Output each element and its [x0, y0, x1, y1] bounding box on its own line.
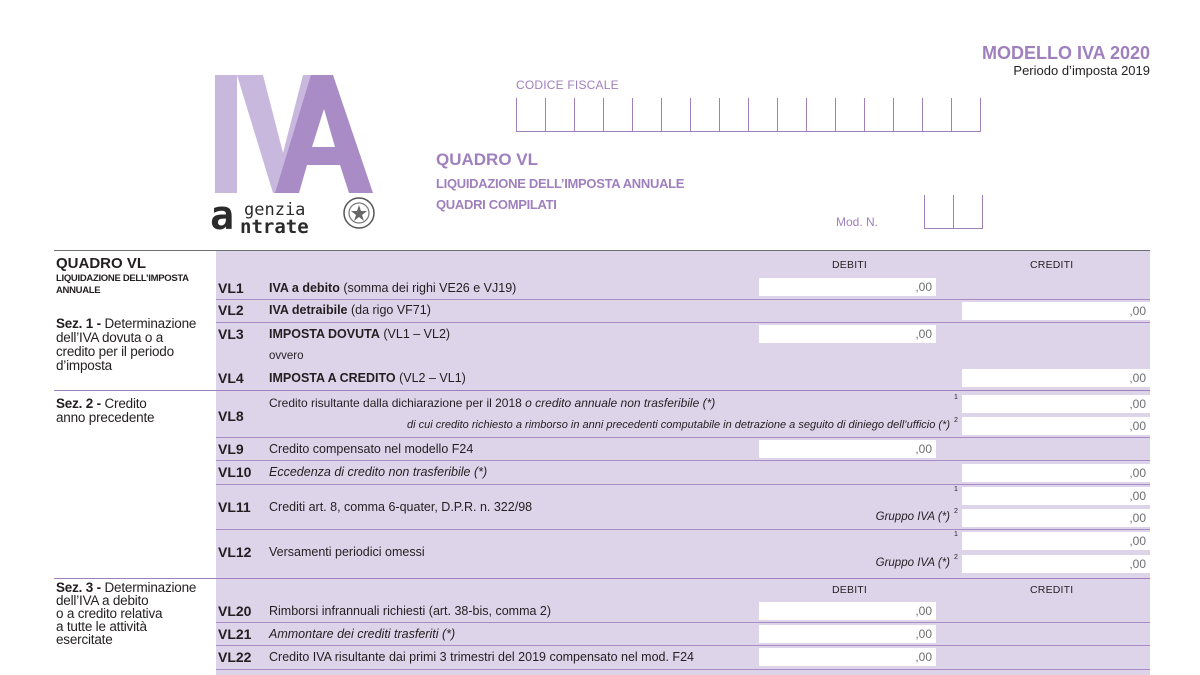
codice-fiscale-char-box[interactable]: [604, 98, 633, 132]
quadro-vl-form: [54, 250, 1150, 675]
row-desc-vl4: IMPOSTA A CREDITO (VL2 – VL1): [269, 371, 466, 385]
codice-fiscale-char-box[interactable]: [749, 98, 778, 132]
codice-fiscale-label: CODICE FISCALE: [516, 78, 619, 92]
vl11-crediti-field-1[interactable]: ,00: [962, 487, 1150, 505]
row-code-vl10: VL10: [218, 464, 252, 480]
vl21-debiti-field[interactable]: ,00: [759, 625, 936, 643]
codice-fiscale-char-box[interactable]: [894, 98, 923, 132]
codice-fiscale-char-box[interactable]: [807, 98, 836, 132]
codice-fiscale-char-box[interactable]: [836, 98, 865, 132]
sez1-label-line: dell’IVA dovuta o a: [56, 330, 164, 345]
codice-fiscale-char-box[interactable]: [633, 98, 662, 132]
row-code-vl12: VL12: [218, 544, 252, 560]
gruppo-iva-label: Gruppo IVA (*): [875, 511, 950, 523]
field-index: 2: [954, 508, 958, 515]
ovvero-label: ovvero: [269, 350, 304, 362]
codice-fiscale-char-box[interactable]: [517, 98, 546, 132]
section-2: [54, 391, 1150, 578]
quadri-compilati-label: QUADRI COMPILATI: [436, 197, 557, 212]
row-code-vl4: VL4: [218, 370, 244, 386]
republic-seal-icon: [342, 196, 376, 230]
row-code-vl20: VL20: [218, 603, 252, 619]
periodo-imposta: Periodo d’imposta 2019: [1013, 63, 1150, 78]
row-code-vl21: VL21: [218, 626, 252, 642]
codice-fiscale-char-box[interactable]: [952, 98, 981, 132]
codice-fiscale-char-box[interactable]: [691, 98, 720, 132]
sez2-label-line: anno precedente: [56, 410, 155, 425]
vl11-crediti-field-2[interactable]: ,00: [962, 509, 1150, 527]
agenzia-logo-line2: ntrate: [240, 216, 309, 238]
sez3-label-line: o a credito relativa: [56, 606, 163, 621]
col-crediti-header: CREDITI: [1030, 259, 1074, 271]
col-debiti-header: DEBITI: [832, 259, 868, 271]
vl10-crediti-field[interactable]: ,00: [962, 464, 1150, 482]
codice-fiscale-char-box[interactable]: [720, 98, 749, 132]
row-desc-vl21: Ammontare dei crediti trasferiti (*): [269, 627, 456, 641]
codice-fiscale-char-box[interactable]: [575, 98, 604, 132]
vl22-debiti-field[interactable]: ,00: [759, 648, 936, 666]
vl8-crediti-field-2[interactable]: ,00: [962, 417, 1150, 435]
row-desc-vl1: IVA a debito (somma dei righi VE26 e VJ19): [269, 281, 517, 295]
gruppo-iva-label: Gruppo IVA (*): [875, 557, 950, 569]
row-desc-vl22: Credito IVA risultante dai primi 3 trimestri del 2019 compensato nel mod. F24: [269, 650, 694, 664]
agenzia-logo-initial: a: [210, 193, 235, 239]
sez1-label: Sez. 1 - Determinazione: [56, 316, 197, 331]
sez1-label-line: d’imposta: [56, 358, 112, 373]
row-desc-vl10: Eccedenza di credito non trasferibile (*): [269, 465, 488, 479]
vl3-debiti-field[interactable]: ,00: [759, 325, 936, 343]
field-index: 1: [954, 394, 958, 401]
quadro-sublabel: ANNUALE: [56, 285, 101, 296]
modello-title: MODELLO IVA 2020: [981, 43, 1150, 63]
row-code-vl22: VL22: [218, 649, 252, 665]
row-desc-vl8-detail: di cui credito richiesto a rimborso in anni precedenti computabile in detrazione a seguito di diniego dell’ufficio (*): [407, 419, 950, 431]
codice-fiscale-char-box[interactable]: [546, 98, 575, 132]
section-1: [54, 251, 1150, 390]
vl1-debiti-field[interactable]: ,00: [759, 278, 936, 296]
mod-n-char-box[interactable]: [925, 195, 954, 229]
row-desc-vl20: Rimborsi infrannuali richiesti (art. 38-bis, comma 2): [269, 604, 552, 618]
sez3-label-line: a tutte le attività: [56, 619, 147, 634]
codice-fiscale-char-box[interactable]: [662, 98, 691, 132]
sez2-label: Sez. 2 - Credito: [56, 396, 147, 411]
sez1-label-line: credito per il periodo: [56, 344, 174, 359]
row-code-vl11: VL11: [218, 499, 251, 515]
codice-fiscale-char-box[interactable]: [778, 98, 807, 132]
row-desc-vl3: IMPOSTA DOVUTA (VL1 – VL2): [269, 327, 451, 341]
field-index: 2: [954, 554, 958, 561]
sez3-label-line: dell’IVA a debito: [56, 593, 149, 608]
vl12-crediti-field-1[interactable]: ,00: [962, 532, 1150, 550]
codice-fiscale-char-box[interactable]: [923, 98, 952, 132]
row-desc-vl2: IVA detraibile (da rigo VF71): [269, 303, 431, 317]
mod-n-label: Mod. N.: [836, 215, 879, 229]
sez3-label-line: esercitate: [56, 632, 113, 647]
vl2-crediti-field[interactable]: ,00: [962, 302, 1150, 320]
col-crediti-header: CREDITI: [1030, 584, 1074, 596]
agenzia-logo-line1: genzia: [244, 200, 306, 220]
row-code-vl2: VL2: [218, 302, 244, 318]
row-desc-vl12: Versamenti periodici omessi: [269, 545, 425, 559]
row-desc-vl8: Credito risultante dalla dichiarazione per il 2018 o credito annuale non trasferibile (*): [269, 396, 716, 410]
vl8-crediti-field-1[interactable]: ,00: [962, 395, 1150, 413]
form-header: [0, 0, 1200, 250]
codice-fiscale-input[interactable]: [516, 98, 981, 132]
agenzia-entrate-logo: [210, 194, 380, 240]
quadro-title: QUADRO VL: [436, 150, 538, 169]
row-code-vl3: VL3: [218, 326, 244, 342]
mod-n-input[interactable]: [924, 195, 983, 229]
quadro-sublabel: LIQUIDAZIONE DELL’IMPOSTA: [56, 273, 189, 284]
field-index: 1: [954, 486, 958, 493]
vl20-debiti-field[interactable]: ,00: [759, 602, 936, 620]
col-debiti-header: DEBITI: [832, 584, 868, 596]
section-3: [54, 579, 1150, 675]
mod-n-char-box[interactable]: [954, 195, 983, 229]
codice-fiscale-char-box[interactable]: [865, 98, 894, 132]
row-desc-vl9: Credito compensato nel modello F24: [269, 442, 474, 456]
field-index: 2: [954, 417, 958, 424]
sez3-label: Sez. 3 - Determinazione: [56, 580, 197, 595]
iva-logo: [215, 75, 375, 195]
vl4-crediti-field[interactable]: ,00: [962, 369, 1150, 387]
vl9-debiti-field[interactable]: ,00: [759, 440, 936, 458]
row-code-vl1: VL1: [218, 280, 244, 296]
field-index: 1: [954, 531, 958, 538]
row-code-vl9: VL9: [218, 441, 244, 457]
quadro-label: QUADRO VL: [56, 255, 146, 272]
vl12-crediti-field-2[interactable]: ,00: [962, 555, 1150, 573]
row-code-vl8: VL8: [218, 408, 244, 424]
quadro-subtitle: LIQUIDAZIONE DELL’IMPOSTA ANNUALE: [436, 176, 685, 191]
row-desc-vl11: Crediti art. 8, comma 6-quater, D.P.R. n. 322/98: [269, 500, 533, 514]
